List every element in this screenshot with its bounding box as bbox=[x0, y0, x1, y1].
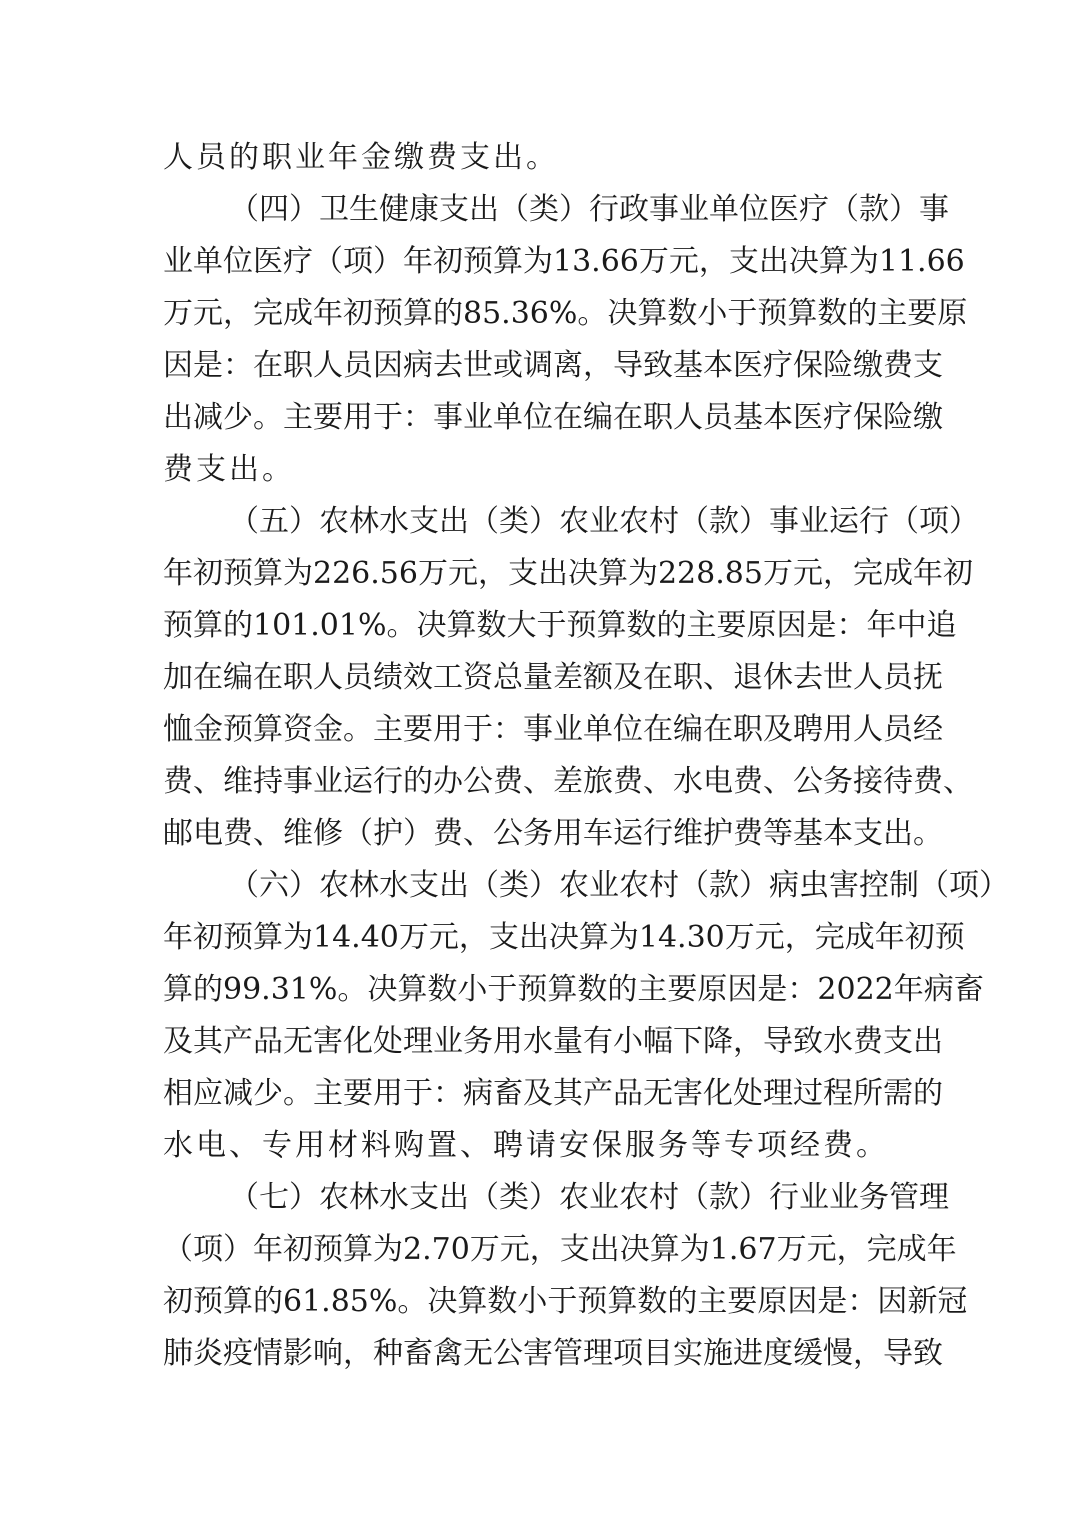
body-text bbox=[163, 132, 1009, 1380]
text-line: 初预算的61.85%。决算数小于预算数的主要原因是：因新冠 bbox=[163, 1284, 968, 1319]
text-line: 年初预算为14.40万元，支出决算为14.30万元，完成年初预 bbox=[163, 920, 965, 955]
text-line: 加在编在职人员绩效工资总量差额及在职、退休去世人员抚 bbox=[163, 660, 943, 695]
paragraph-7-heading-line: （七）农林水支出（类）农业农村（款）行业业务管理 bbox=[229, 1180, 949, 1215]
paragraph-5-heading-line: （五）农林水支出（类）农业农村（款）事业运行（项） bbox=[229, 504, 979, 539]
paragraph-4-heading-line: （四）卫生健康支出（类）行政事业单位医疗（款）事 bbox=[229, 192, 949, 227]
text-line: 业单位医疗（项）年初预算为13.66万元，支出决算为11.66 bbox=[163, 244, 965, 279]
text-line: 费支出。 bbox=[163, 452, 295, 487]
text-line: 水电、专用材料购置、聘请安保服务等专项经费。 bbox=[163, 1128, 889, 1163]
paragraph-6-heading-line: （六）农林水支出（类）农业农村（款）病虫害控制（项） bbox=[229, 868, 1009, 903]
text-line: 因是：在职人员因病去世或调离，导致基本医疗保险缴费支 bbox=[163, 348, 943, 383]
text-line: 出减少。主要用于：事业单位在编在职人员基本医疗保险缴 bbox=[163, 400, 943, 435]
text-line: 及其产品无害化处理业务用水量有小幅下降，导致水费支出 bbox=[163, 1024, 943, 1059]
text-line: 预算的101.01%。决算数大于预算数的主要原因是：年中追 bbox=[163, 608, 957, 643]
text-line: 费、维持事业运行的办公费、差旅费、水电费、公务接待费、 bbox=[163, 764, 973, 799]
text-line: （项）年初预算为2.70万元，支出决算为1.67万元，完成年 bbox=[163, 1232, 957, 1267]
text-line: 肺炎疫情影响，种畜禽无公害管理项目实施进度缓慢，导致 bbox=[163, 1336, 943, 1371]
text-line: 算的99.31%。决算数小于预算数的主要原因是：2022年病畜 bbox=[163, 972, 984, 1007]
text-line: 相应减少。主要用于：病畜及其产品无害化处理过程所需的 bbox=[163, 1076, 943, 1111]
text-line: 万元，完成年初预算的85.36%。决算数小于预算数的主要原 bbox=[163, 296, 968, 331]
text-line: 邮电费、维修（护）费、公务用车运行维护费等基本支出。 bbox=[163, 816, 943, 851]
text-line: 年初预算为226.56万元，支出决算为228.85万元，完成年初 bbox=[163, 556, 973, 591]
text-line: 恤金预算资金。主要用于：事业单位在编在职及聘用人员经 bbox=[163, 712, 943, 747]
text-line: 人员的职业年金缴费支出。 bbox=[163, 140, 559, 175]
